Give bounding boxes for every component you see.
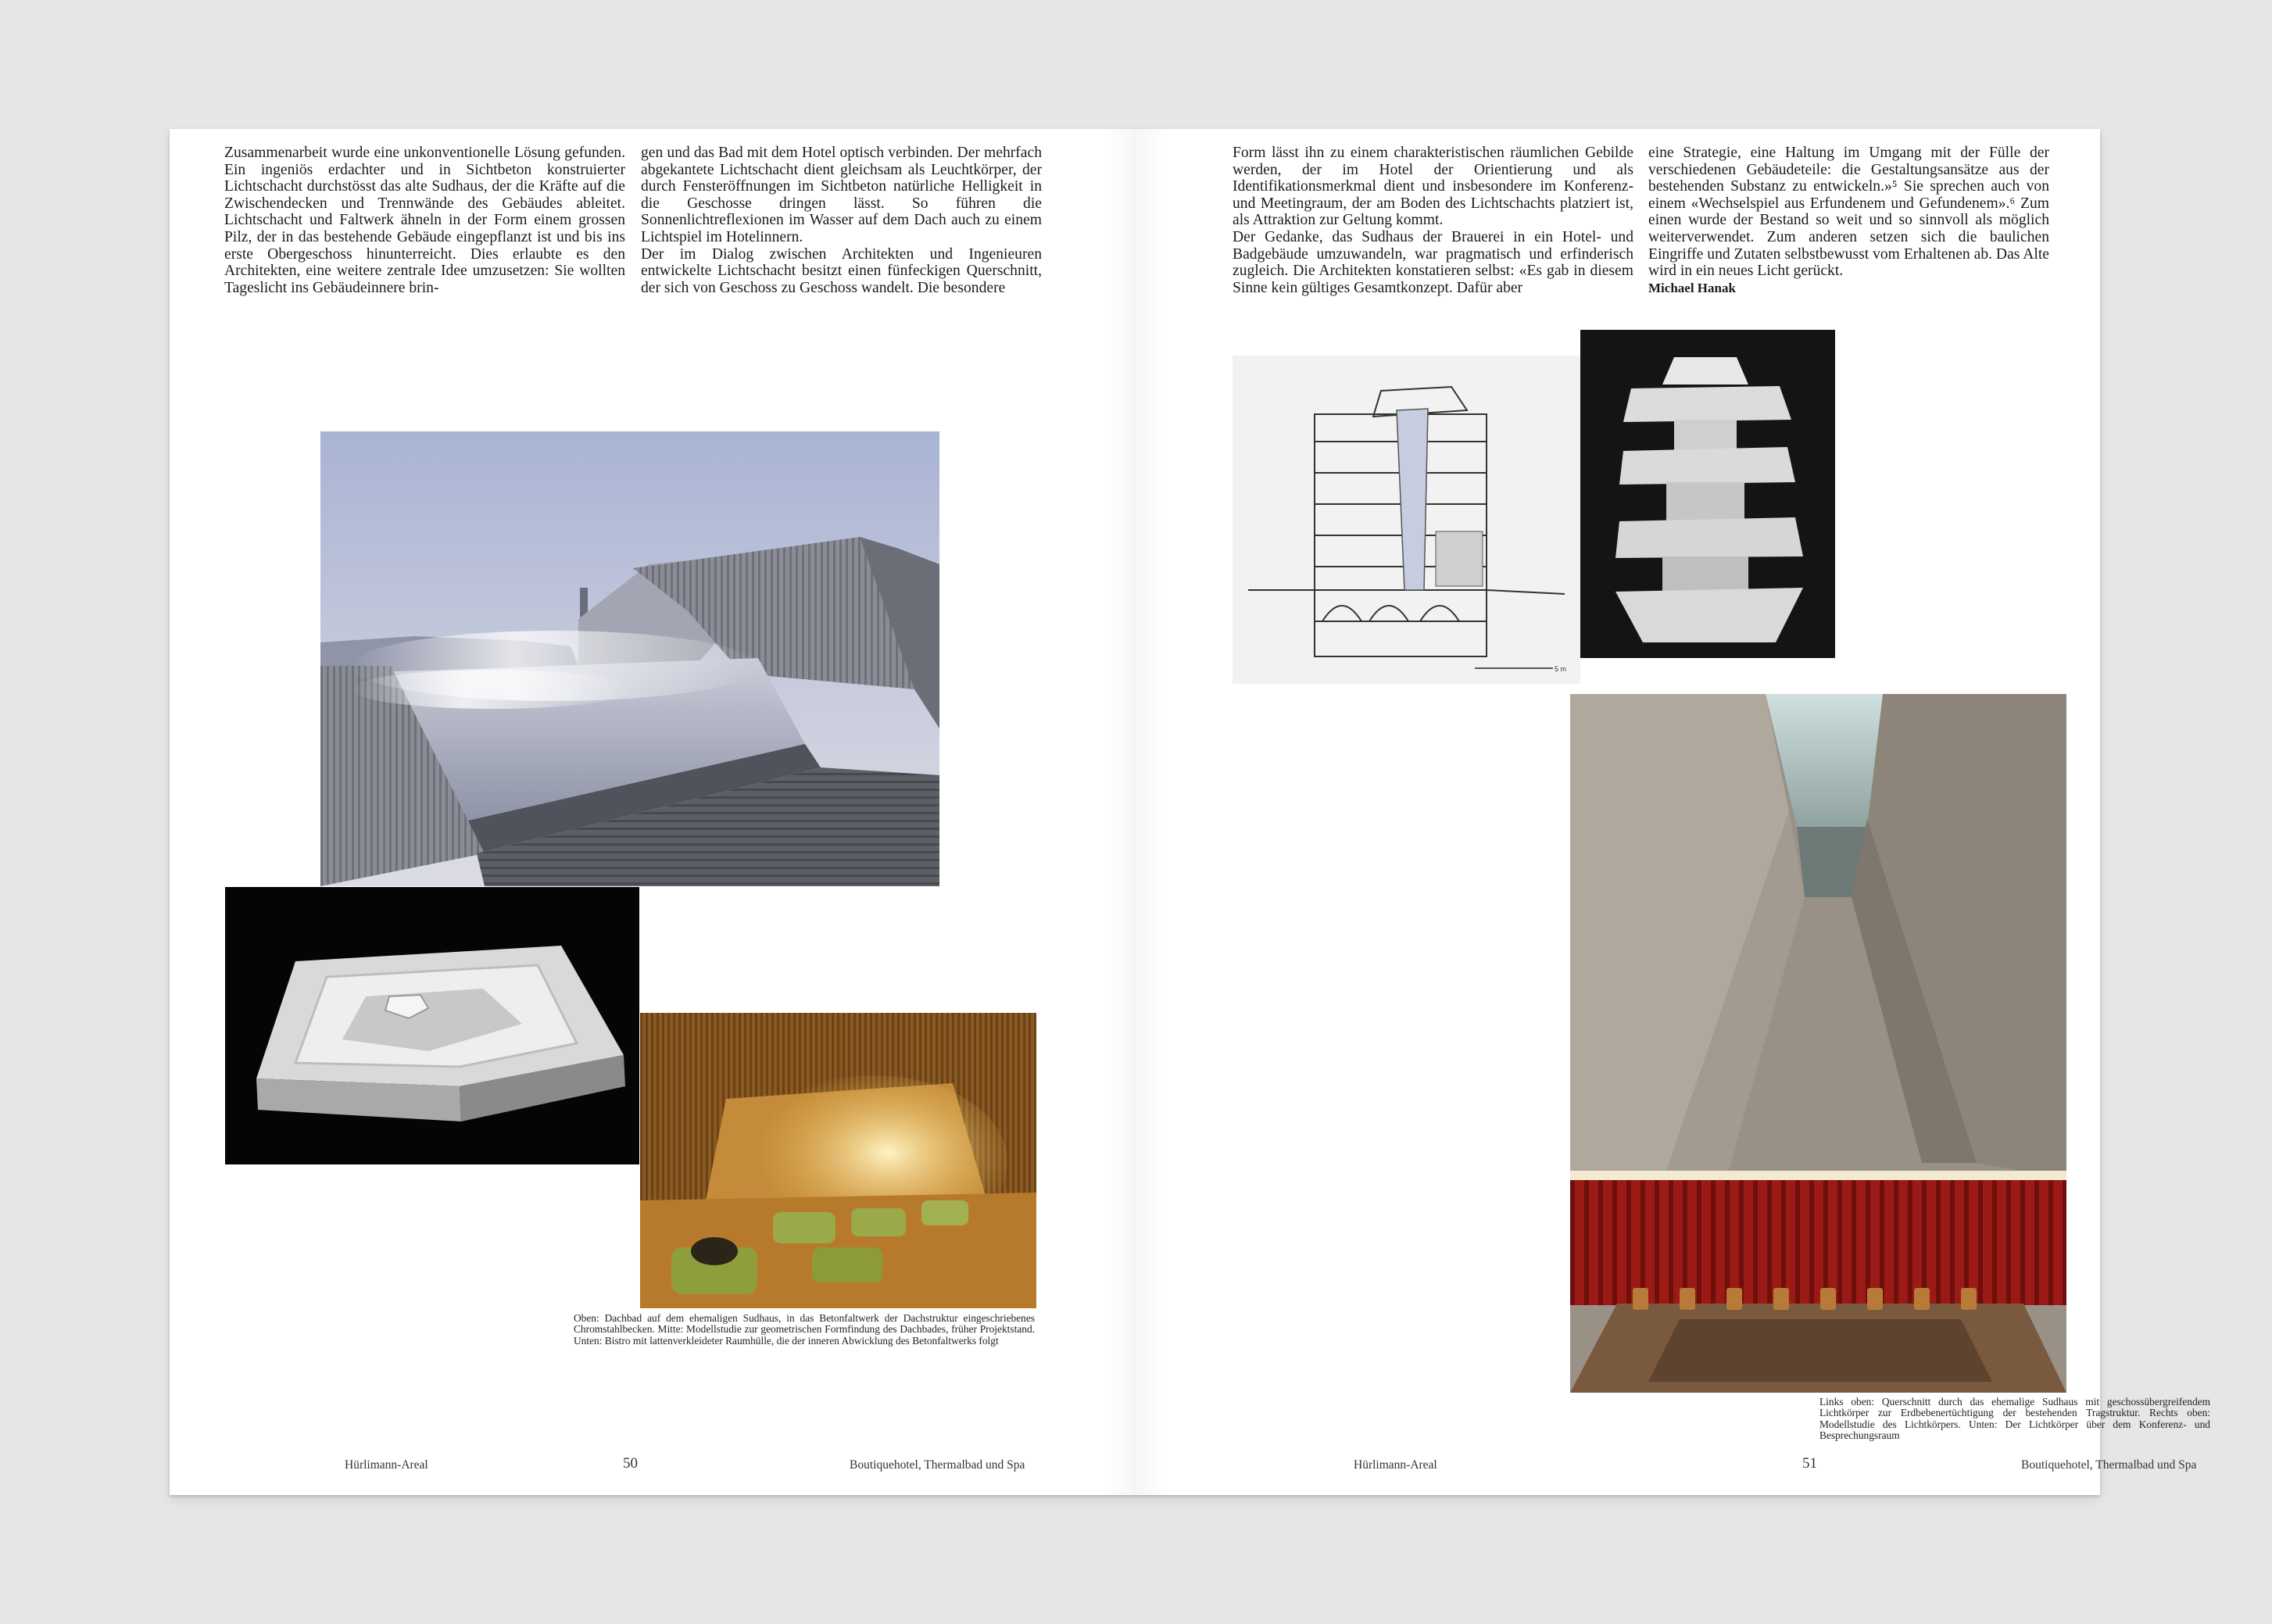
rooftop-pool-photo [320, 431, 939, 886]
right-caption: Links oben: Querschnitt durch das ehemalige Sudhaus mit geschossübergreifendem Lichtkörper zur Erdbebenertüchtigung der bestehenden Tragstruktur. Rechts oben: Modellstudie des Lichtkörpers. Unten: Der Lichtkörper über dem Konferenz- und Besprechungsraum [1819, 1396, 2210, 1442]
left-text-column-2 [641, 145, 1042, 296]
author-name: Michael Hanak [1648, 280, 1736, 295]
footer-section-title: Hürlimann-Areal [345, 1458, 428, 1472]
body-paragraph: Zusammenarbeit wurde eine unkonventionelle Lösung gefunden. Ein ingeniös erdachter und in Sichtbeton konstruierter Lichtschacht durchstösst das alte Sudhaus, der die Kräfte auf die Zwischendecken und Trennwände des Gebäudes ableitet. Lichtschacht und Faltwerk ähneln in der Form einem grossen Pilz, der in das bestehende Gebäude eingepflanzt ist und bis ins erste Obergeschoss hinunterreicht. Dies erlaubte es den Architekten, eine weitere zentrale Idee umzusetzen: Sie wollten Tageslicht ins Gebäudeinnere brin- [224, 145, 625, 296]
left-text-column-1 [224, 145, 625, 296]
left-page [170, 129, 1135, 1495]
left-caption: Oben: Dachbad auf dem ehemaligen Sudhaus, in das Betonfaltwerk der Dachstruktur eingeschriebenes Chromstahlbecken. Mitte: Modellstudie zur geometrischen Formfindung des Dachbades, früher Projektstand. Unten: Bistro mit lattenverkleideter Raumhülle, die der inneren Abwicklung des Betonfaltwerks folgt [574, 1312, 1035, 1347]
footer-chapter-title: Boutiquehotel, Thermalbad und Spa [2021, 1458, 2197, 1472]
scale-label: 5 m [1555, 665, 1567, 673]
page-number: 50 [623, 1455, 638, 1472]
bistro-photo [640, 1013, 1036, 1308]
body-paragraph: Form lässt ihn zu einem charakteristischen räumlichen Gebilde werden, der im Hotel der Orientierung und als Identifikationsmerkmal dient und insbesondere im Konferenz- und Meetingraum, der am Boden des Lichtschachts platziert ist, als Attraktion zur Geltung kommt. [1233, 145, 1633, 229]
body-paragraph: eine Strategie, eine Haltung im Umgang mit der Fülle der verschiedenen Gebäudeteile: die Gestaltungsansätze aus der bestehenden Substanz zu entwickeln.»⁵ Sie sprechen auch von einem «Wechselspiel aus Erfundenem und Gefundenem».⁶ Zum einen wurde der Bestand so weit und so sinnvoll als möglich weiterverwendet. Zum anderen setzen sich die baulichen Eingriffe und Zutaten selbstbewusst vom Erhaltenen ab. Das Alte wird in ein neues Licht gerückt. [1648, 145, 2049, 280]
roof-model-photo [225, 887, 639, 1164]
conference-room-photo [1570, 694, 2066, 1393]
magazine-spread [170, 129, 2210, 1495]
body-paragraph: Der im Dialog zwischen Architekten und Ingenieuren entwickelte Lichtschacht besitzt einen fünfeckigen Querschnitt, der sich von Geschoss zu Geschoss wandelt. Die besondere [641, 245, 1042, 296]
lightwell-model-photo [1580, 330, 1835, 658]
footer-section-title: Hürlimann-Areal [1354, 1458, 1437, 1472]
section-drawing [1233, 356, 1580, 684]
footer-chapter-title: Boutiquehotel, Thermalbad und Spa [850, 1458, 1025, 1472]
page-number: 51 [1802, 1455, 1817, 1472]
right-page [1135, 129, 2210, 1495]
right-text-column-1 [1233, 145, 1633, 296]
right-text-column-2 [1648, 145, 2049, 296]
body-paragraph: gen und das Bad mit dem Hotel optisch verbinden. Der mehrfach abgekantete Lichtschacht dient gleichsam als Leuchtkörper, der durch Fensteröffnungen im Sichtbeton natürliche Helligkeit in die Geschosse dringen lässt. So führen die Sonnenlichtreflexionen im Wasser auf dem Dach auch zu einem Lichtspiel im Hotelinnern. [641, 145, 1042, 245]
body-paragraph: Der Gedanke, das Sudhaus der Brauerei in ein Hotel- und Badgebäude umzuwandeln, war pragmatisch und erfinderisch zugleich. Die Architekten konstatieren selbst: «Es gab in diesem Sinne kein gültiges Gesamtkonzept. Dafür aber [1233, 228, 1633, 296]
